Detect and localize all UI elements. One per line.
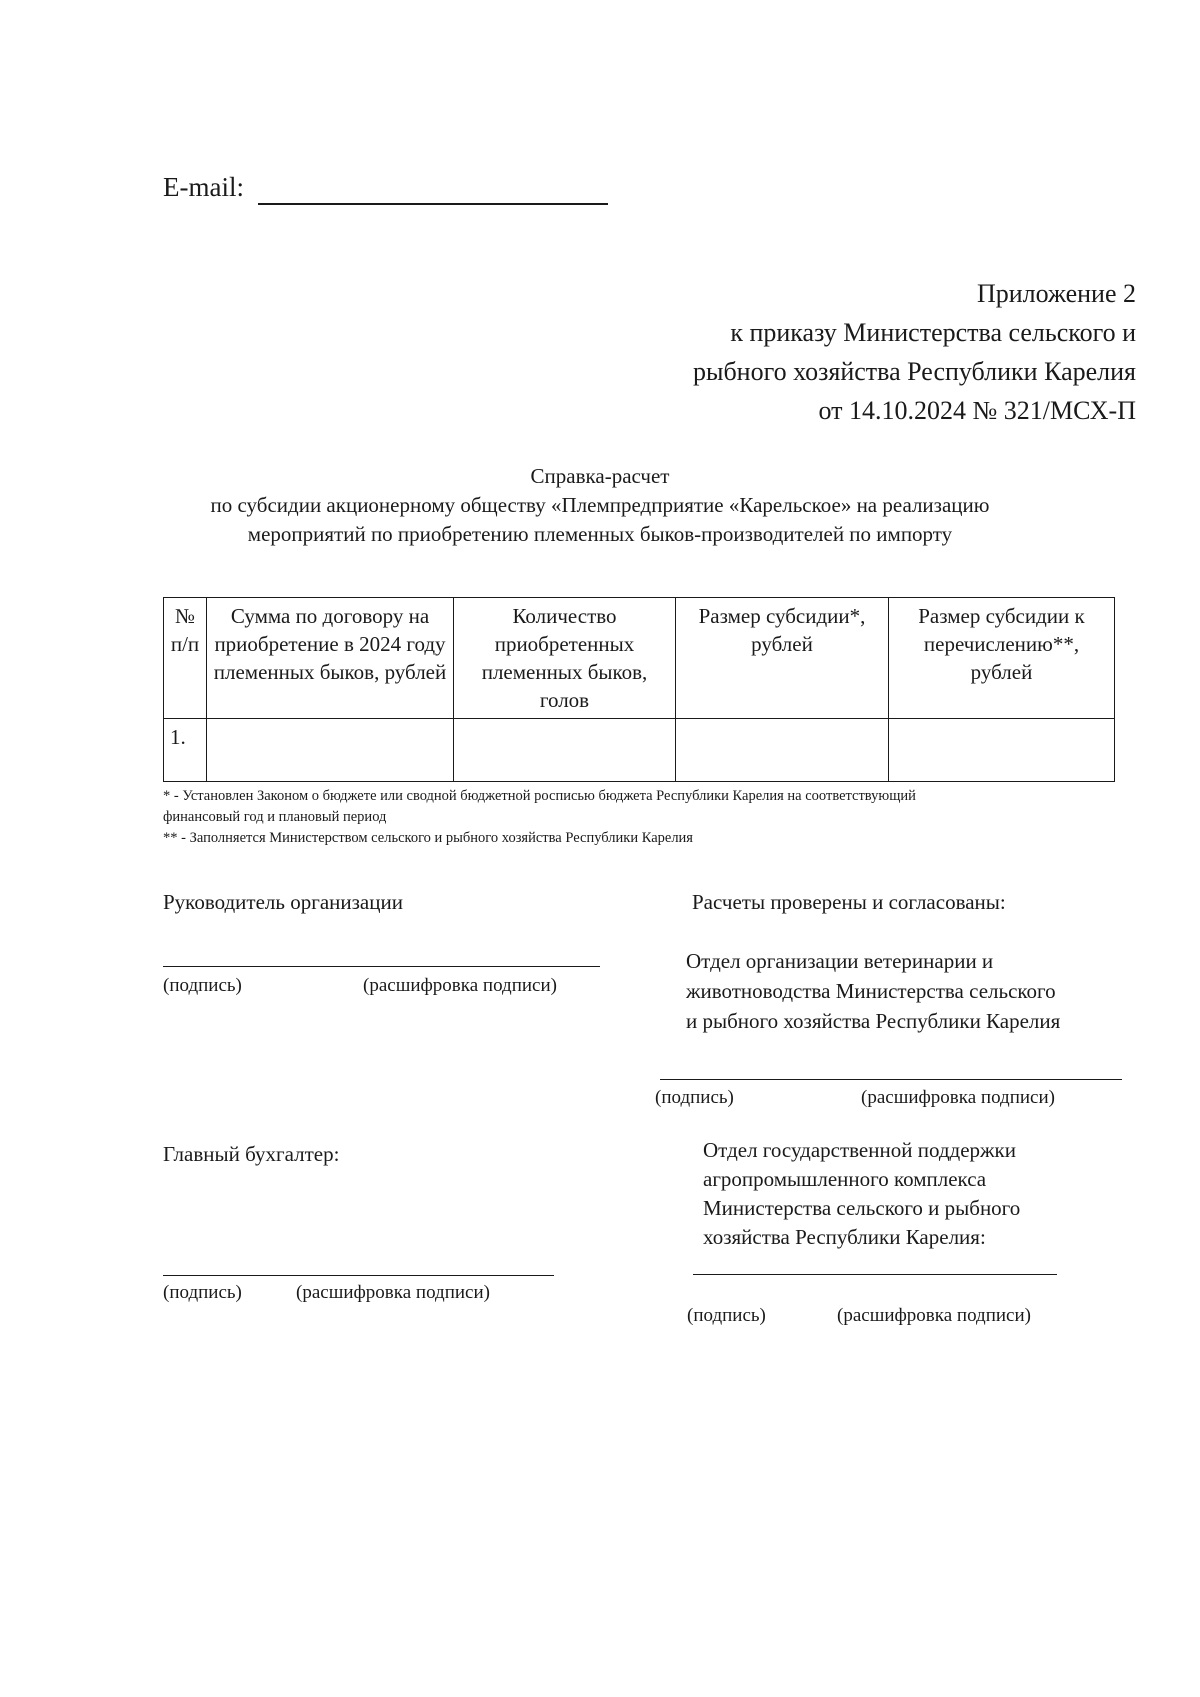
appendix-line: рыбного хозяйства Республики Карелия (692, 357, 1136, 386)
appendix-line: к приказу Министерства сельского и (730, 318, 1136, 347)
email-label: E-mail: (163, 172, 244, 202)
department-line: хозяйства Республики Карелия: (703, 1225, 986, 1249)
email-field-line (258, 203, 608, 205)
chief-accountant-label: Главный бухгалтер: (163, 1142, 340, 1166)
support-signature-line (693, 1274, 1057, 1275)
department-line: Министерства сельского и рыбного (703, 1196, 1021, 1220)
column-header-subsidy-size: Размер субсидии*, рублей (676, 598, 889, 719)
table-cell (889, 719, 1115, 782)
table-row (164, 719, 1115, 782)
department-line: животноводства Министерства сельского (686, 979, 1056, 1003)
signature-caption: (подпись) (655, 1087, 734, 1108)
footnote-line: ** - Заполняется Министерством сельского и рыбного хозяйства Республики Карелия (163, 830, 693, 846)
table-cell: 1. (164, 719, 207, 782)
appendix-line: от 14.10.2024 № 321/МСХ-П (818, 396, 1136, 425)
table-header-row (164, 598, 1115, 719)
department-line: Отдел организации ветеринарии и (686, 949, 994, 973)
checked-label: Расчеты проверены и согласованы: (692, 890, 1006, 914)
footnote-line: * - Установлен Законом о бюджете или сводной бюджетной росписью бюджета Республики Карелия на соответствующий (163, 788, 916, 804)
head-of-organization-label: Руководитель организации (163, 890, 403, 914)
signature-caption: (подпись) (163, 975, 242, 996)
decoding-caption: (расшифровка подписи) (837, 1305, 1031, 1326)
column-header-contract-sum: Сумма по договору на приобретение в 2024 году племенных быков, рублей (207, 598, 454, 719)
decoding-caption: (расшифровка подписи) (861, 1087, 1055, 1108)
title-line: по субсидии акционерному обществу «Племпредприятие «Карельское» на реализацию (210, 493, 990, 517)
document-title (100, 462, 1100, 549)
footnotes (163, 786, 1163, 849)
subsidy-table (163, 597, 1115, 782)
decoding-caption: (расшифровка подписи) (363, 975, 557, 996)
vet-department-label (686, 946, 1060, 1036)
decoding-caption: (расшифровка подписи) (296, 1282, 490, 1303)
title-line: мероприятий по приобретению племенных быков-производителей по импорту (247, 522, 953, 546)
accountant-signature-line (163, 1275, 554, 1276)
support-department-label (703, 1136, 1020, 1252)
department-line: Отдел государственной поддержки (703, 1138, 1016, 1162)
department-line: и рыбного хозяйства Республики Карелия (686, 1009, 1061, 1033)
appendix-line: Приложение 2 (976, 279, 1136, 308)
signature-caption: (подпись) (687, 1305, 766, 1326)
head-signature-line (163, 966, 600, 967)
footnote-line: финансовый год и плановый период (163, 809, 387, 825)
department-line: агропромышленного комплекса (703, 1167, 987, 1191)
column-header-number: № п/п (164, 598, 207, 719)
table-cell (676, 719, 889, 782)
signature-caption: (подпись) (163, 1282, 242, 1303)
vet-signature-line (660, 1079, 1122, 1080)
column-header-subsidy-transfer: Размер субсидии к перечислению**, рублей (889, 598, 1115, 719)
appendix-reference (536, 274, 1136, 430)
table-cell (454, 719, 676, 782)
title-line: Справка-расчет (530, 464, 670, 488)
table-cell (207, 719, 454, 782)
column-header-bull-count: Количество приобретенных племенных быков, голов (454, 598, 676, 719)
